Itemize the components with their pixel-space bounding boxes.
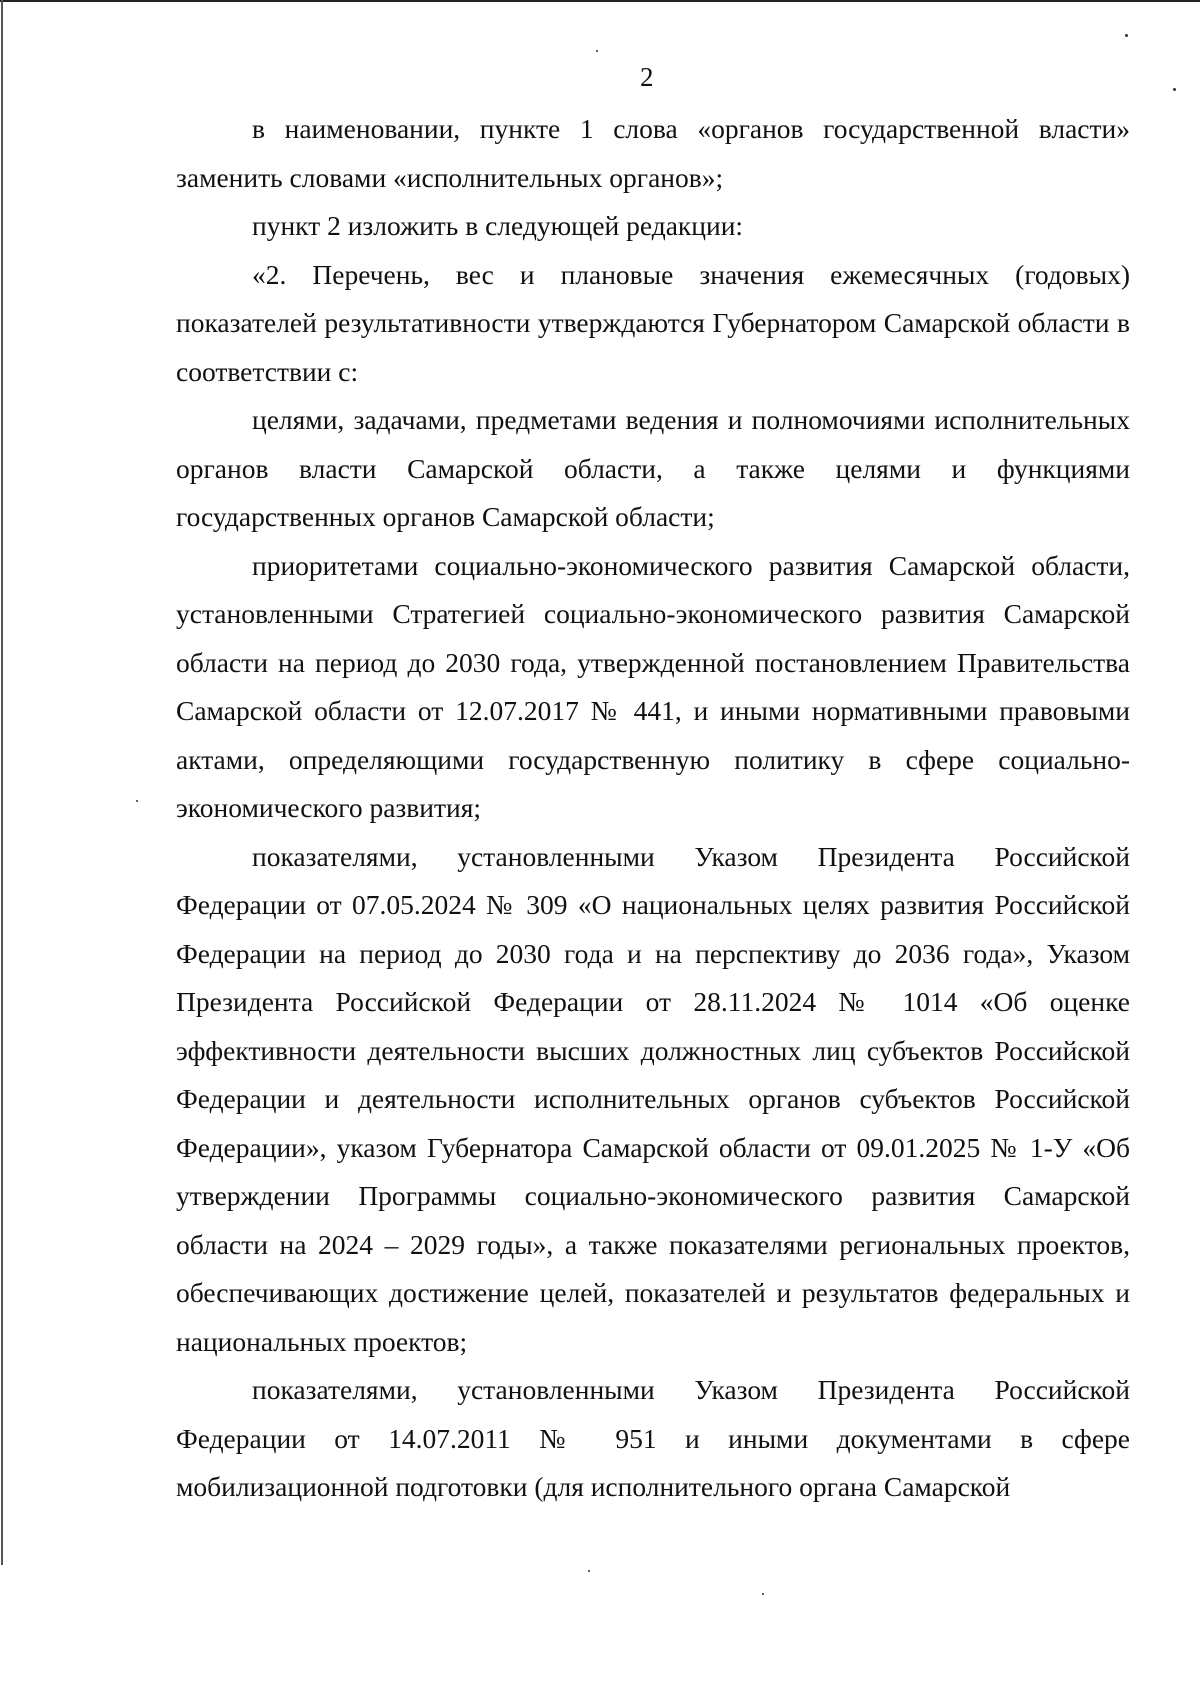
paragraph-3: «2. Перечень, вес и плановые значения ежемесячных (годовых) показателей результативности утверждаются Губернатором Самарской области в соответствии с: [176,258,1130,387]
page-number: 2 [640,62,654,92]
paragraph-2: пункт 2 изложить в следующей редакции: [252,210,744,241]
scan-speck [762,1593,764,1595]
scan-speck [596,50,598,52]
scan-speck [1125,34,1128,37]
scan-speck [136,800,138,802]
paragraph-5: приоритетами социально-экономического развития Самарской области, установленными Стратегией социально-экономического развития Самарской области на период до 2030 года, утвержденной постановлением Правительства Самарской области от 12.07.2017 № 441, и иными нормативными правовыми актами, определяющими государственную политику в сфере социально-экономического развития; [176,549,1130,823]
paragraph-4: целями, задачами, предметами ведения и полномочиями исполнительных органов власти Самарской области, а также целями и функциями государственных органов Самарской области; [176,404,1130,532]
document-body [176,105,1130,1512]
scan-speck [588,1570,590,1572]
scan-top-edge [0,0,1200,2]
paragraph-6: показателями, установленными Указом Президента Российской Федерации от 07.05.2024 № 309 «О национальных целях развития Российской Федерации на период до 2030 года и на перспективу до 2036 года», Указом Президента Российской Федерации от 28.11.2024 № 1014 «Об оценке эффективности деятельности высших должностных лиц субъектов Российской Федерации и деятельности исполнительных органов субъектов Российской Федерации», указом Губернатора Самарской области от 09.01.2025 № 1-У «Об утверждении Программы социально-экономического развития Самарской области на 2024 – 2029 годы», а также показателями региональных проектов, обеспечивающих достижение целей, показателей и результатов федеральных и национальных проектов; [176,840,1130,1357]
paragraph-1: в наименовании, пункте 1 слова «органов государственной власти» заменить словами «исполнительных органов»; [176,113,1130,193]
scan-left-edge [1,0,3,1565]
paragraph-7: показателями, установленными Указом Президента Российской Федерации от 14.07.2011 № 951 и иными документами в сфере мобилизационной подготовки (для исполнительного органа Самарской [176,1374,1130,1502]
scan-speck [1173,88,1176,91]
